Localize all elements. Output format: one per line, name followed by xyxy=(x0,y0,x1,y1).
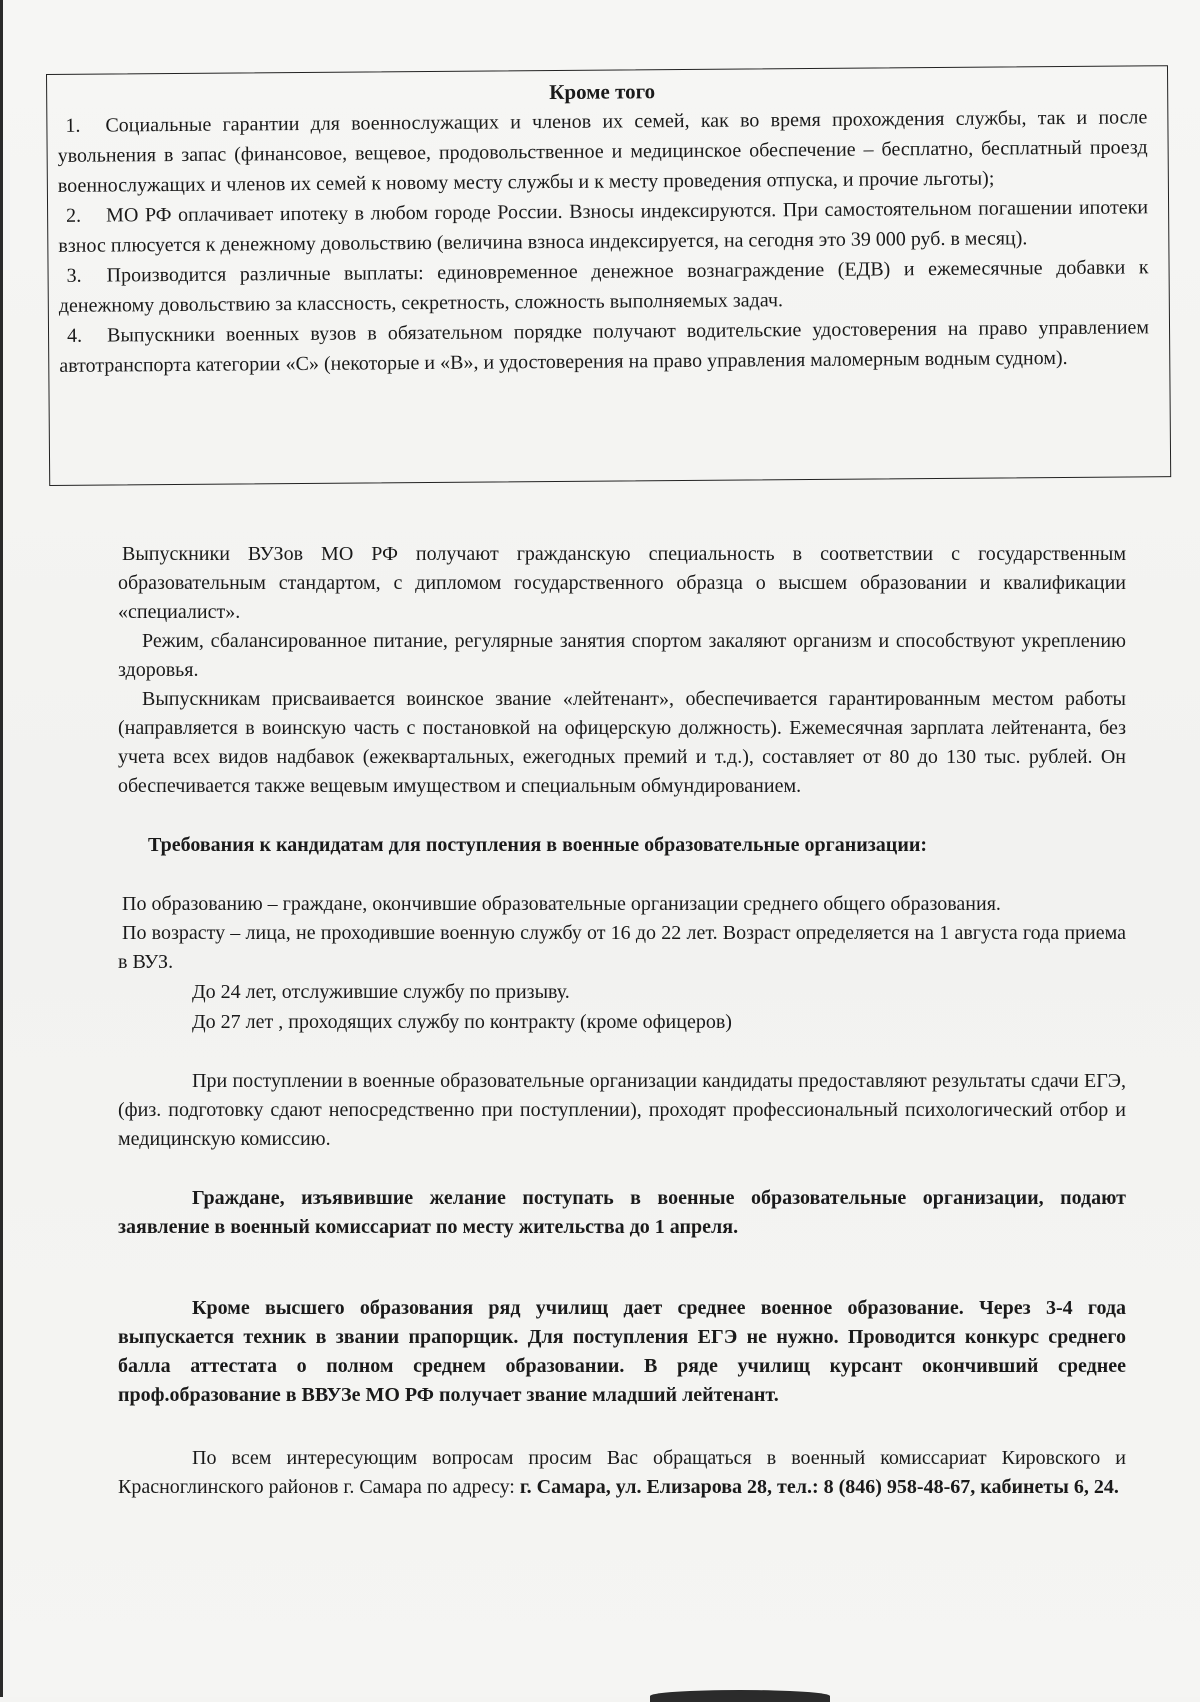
scan-bottom-artifact xyxy=(650,1690,830,1702)
spacer xyxy=(118,1410,1126,1444)
benefit-item-1 xyxy=(57,102,1148,201)
paragraph-application-deadline: Граждане, изъявившие желание поступать в военные образовательные организации, подают заявление в военный комиссариат по месту жительства до 1 апреля. xyxy=(118,1187,1126,1238)
page-edge-shadow xyxy=(0,0,3,1697)
contact-intro: По всем интересующим вопросам просим Вас обращаться в военный комиссариат Кировского и Красноглинского районов г. Самара по адресу: xyxy=(118,1447,1126,1498)
paragraph-contact xyxy=(118,1444,1126,1502)
contact-phone: тел.: 8 (846) 958-48-67, кабинеты 6, 24. xyxy=(777,1476,1119,1498)
spacer xyxy=(118,860,1126,890)
benefit-item-number: 3. xyxy=(66,264,82,287)
benefit-item-number: 4. xyxy=(66,324,83,347)
contact-address: г. Самара, ул. Елизарова 28, xyxy=(519,1476,773,1498)
paragraph-regime: Режим, сбалансированное питание, регулярные занятия спортом закаляют организм и способствуют укреплению здоровья. xyxy=(118,630,1126,681)
paragraph-secondary-education: Кроме высшего образования ряд училищ дает среднее военное образование. Через 3-4 года выпускается техник в звании прапорщик. Для поступления ЕГЭ не нужно. Проводится конкурс среднего балла аттестата о полном среднем образовании. В ряде училищ курсант окончивший среднее проф.образование в ВВУЗе МО РФ получает звание младший лейтенант. xyxy=(118,1297,1126,1406)
benefit-item-number: 1. xyxy=(65,114,81,137)
spacer xyxy=(118,801,1126,831)
benefit-item-text: Социальные гарантии для военнослужащих и членов их семей, как во время прохождения службы, так и после увольнения в запас (финансовое, вещевое, продовольственное и медицинское обеспечение – бесплатно, бесплатный проезд военнослужащих и членов их семей к новому месту службы и к месту проведения отпуска, и прочие льготы); xyxy=(57,106,1148,197)
paragraph-education-requirement: По образованию – граждане, окончившие образовательные организации среднего общего образования. xyxy=(122,893,1001,915)
document-body xyxy=(118,540,1126,1502)
benefit-item-text: Производится различные выплаты: единовременное денежное вознаграждение (ЕДВ) и ежемесячные добавки к денежному довольствию за классность, секретность, сложность выполняемых задач. xyxy=(58,256,1149,317)
paragraph-graduates-specialty: Выпускники ВУЗов МО РФ получают гражданскую специальность в соответствии с государственным образовательным стандартом, с дипломом государственного образца о высшем образовании и квалификации «специалист». xyxy=(118,543,1126,623)
benefit-item-number: 2. xyxy=(66,204,82,227)
spacer xyxy=(118,1242,1126,1294)
benefits-box-title: Кроме того xyxy=(549,79,656,105)
benefit-item-2 xyxy=(58,192,1148,261)
age-line-contract: До 27 лет , проходящих службу по контракту (кроме офицеров) xyxy=(192,1011,732,1033)
benefit-item-text: Выпускники военных вузов в обязательном порядке получают водительские удостоверения на право управлением автотранспорта категории «С» (некоторые и «В», и удостоверения на право управления маломерным водным судном). xyxy=(59,316,1150,377)
paragraph-age-requirement: По возрасту – лица, не проходившие военную службу от 16 до 22 лет. Возраст определяется на 1 августа года приема в ВУЗ. xyxy=(118,922,1126,973)
age-line-conscript: До 24 лет, отслужившие службу по призыву. xyxy=(192,981,570,1003)
spacer xyxy=(118,1154,1126,1184)
benefit-item-text: МО РФ оплачивает ипотеку в любом городе России. Взносы индексируются. При самостоятельном погашении ипотеки взнос плюсуется к денежному довольствию (величина взноса индексируется, на сегодня это 39 000 руб. в месяц). xyxy=(58,196,1149,257)
benefit-item-3 xyxy=(58,252,1148,321)
benefits-box xyxy=(46,65,1171,486)
paragraph-lieutenant: Выпускникам присваивается воинское звание «лейтенант», обеспечивается гарантированным местом работы (направляется в воинскую часть с постановкой на офицерскую должность). Ежемесячная зарплата лейтенанта, без учета всех видов надбавок (ежеквартальных, ежегодных премий и т.д.), составляет от 80 до 130 тыс. рублей. Он обеспечивается также вещевым имуществом и специальным обмундированием. xyxy=(118,688,1126,797)
spacer xyxy=(118,1037,1126,1067)
paragraph-admission: При поступлении в военные образовательные организации кандидаты предоставляют результаты сдачи ЕГЭ, (физ. подготовку сдают непосредственно при поступлении), проходят профессиональный психологический отбор и медицинскую комиссию. xyxy=(118,1070,1126,1150)
benefit-item-4 xyxy=(59,312,1149,381)
requirements-heading: Требования к кандидатам для поступления в военные образовательные организации: xyxy=(148,834,928,856)
